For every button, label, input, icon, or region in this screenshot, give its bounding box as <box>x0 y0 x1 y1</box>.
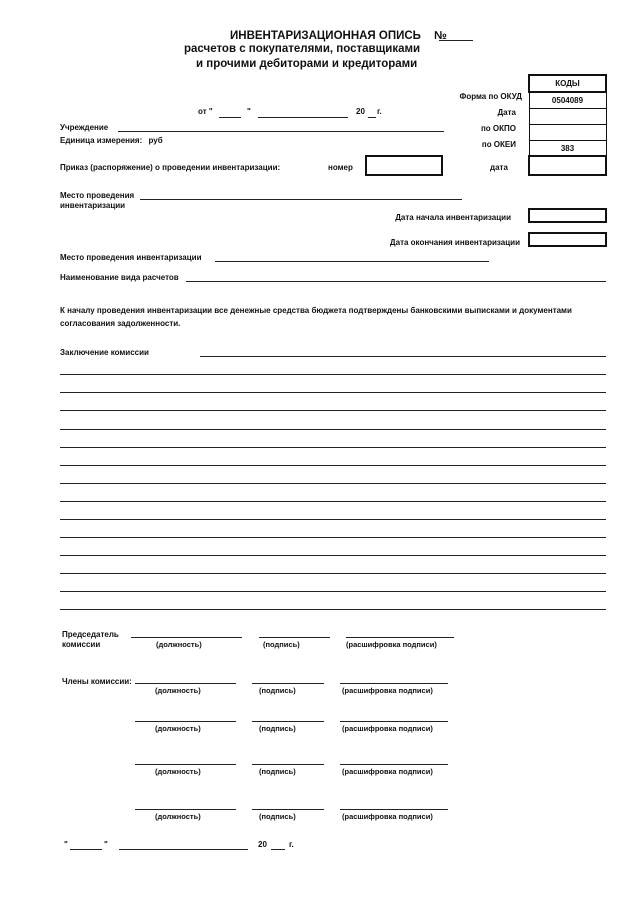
form-subtitle-1: расчетов с покупателями, поставщиками <box>184 43 421 55</box>
chairman-decoding-field[interactable] <box>346 637 454 638</box>
conclusion-line[interactable] <box>60 410 606 411</box>
member-position-caption: (должность) <box>155 724 201 733</box>
end-date-label: Дата окончания инвентаризации <box>389 238 520 247</box>
conclusion-line[interactable] <box>60 591 606 592</box>
institution-field[interactable] <box>118 131 444 132</box>
member-decoding-field[interactable] <box>340 809 448 810</box>
okei-code: 383 <box>529 141 606 157</box>
conclusion-line[interactable] <box>60 537 606 538</box>
order-date-field[interactable] <box>528 155 607 176</box>
member-decoding-field[interactable] <box>340 721 448 722</box>
conclusion-line[interactable] <box>60 573 606 574</box>
conclusion-line[interactable] <box>60 447 606 448</box>
conclusion-line[interactable] <box>60 374 606 375</box>
member-signature-field[interactable] <box>252 764 324 765</box>
chairman-position-caption: (должность) <box>156 640 202 649</box>
okpo-code[interactable] <box>529 125 606 141</box>
conclusion-line[interactable] <box>60 392 606 393</box>
date-month-field[interactable] <box>258 117 348 118</box>
codes-table <box>528 74 607 157</box>
chairman-decoding-caption: (расшифровка подписи) <box>346 640 437 649</box>
start-date-field[interactable] <box>528 208 607 223</box>
codes-header: КОДЫ <box>529 75 606 92</box>
number-sign: № <box>434 30 447 42</box>
settlement-type-field[interactable] <box>186 281 606 282</box>
order-label: Приказ (распоряжение) о проведении инвентаризации: <box>60 163 281 172</box>
member-decoding-field[interactable] <box>340 764 448 765</box>
member-position-caption: (должность) <box>155 686 201 695</box>
conclusion-line[interactable] <box>60 519 606 520</box>
member-position-caption: (должность) <box>155 767 201 776</box>
footer-day-field[interactable] <box>70 849 102 850</box>
footer-year-prefix: 20 <box>258 840 267 849</box>
year-suffix: г. <box>377 107 382 116</box>
institution-label: Учреждение <box>60 123 109 132</box>
conclusion-line[interactable] <box>60 555 606 556</box>
conclusion-label: Заключение комиссии <box>60 348 149 357</box>
order-date-label: дата <box>490 163 508 172</box>
member-decoding-field[interactable] <box>340 683 448 684</box>
form-title-text: ИНВЕНТАРИЗАЦИОННАЯ ОПИСЬ <box>230 30 421 42</box>
footer-quote-open: " <box>64 840 68 849</box>
unit-label: Единица измерения: <box>60 136 143 145</box>
member-position-field[interactable] <box>135 721 236 722</box>
okud-label: Форма по ОКУД <box>459 92 522 101</box>
member-position-field[interactable] <box>135 683 236 684</box>
order-number-label: номер <box>328 163 353 172</box>
chairman-signature-caption: (подпись) <box>263 640 300 649</box>
chairman-label-line2: комиссии <box>62 640 101 649</box>
okud-code: 0504089 <box>529 92 606 109</box>
chairman-label <box>62 630 119 650</box>
place-full-label: Место проведения инвентаризации <box>60 253 202 262</box>
conclusion-line[interactable] <box>60 483 606 484</box>
member-decoding-caption: (расшифровка подписи) <box>342 724 433 733</box>
place-full-field[interactable] <box>215 261 489 262</box>
member-decoding-caption: (расшифровка подписи) <box>342 767 433 776</box>
member-signature-caption: (подпись) <box>259 724 296 733</box>
quote-close: " <box>247 107 251 116</box>
member-position-caption: (должность) <box>155 812 201 821</box>
place-label-line2: инвентаризации <box>60 201 126 210</box>
okei-label: по ОКЕИ <box>481 140 516 149</box>
member-position-field[interactable] <box>135 764 236 765</box>
settlement-type-label: Наименование вида расчетов <box>60 273 179 282</box>
place-label <box>60 191 134 211</box>
chairman-position-field[interactable] <box>131 637 242 638</box>
place-label-line1: Место проведения <box>60 191 135 200</box>
form-number-field[interactable] <box>439 40 473 41</box>
date-label: Дата <box>497 108 516 117</box>
conclusion-line[interactable] <box>60 609 606 610</box>
form-title <box>230 30 447 42</box>
chairman-signature-field[interactable] <box>259 637 330 638</box>
footer-month-field[interactable] <box>119 849 248 850</box>
date-day-field[interactable] <box>219 117 241 118</box>
footer-quote-close: " <box>104 840 108 849</box>
date-code[interactable] <box>529 109 606 125</box>
member-signature-caption: (подпись) <box>259 767 296 776</box>
member-signature-caption: (подпись) <box>259 686 296 695</box>
from-label: от " <box>198 107 213 116</box>
unit-value: руб <box>148 136 163 145</box>
start-date-label: Дата начала инвентаризации <box>395 213 511 222</box>
statement-text: К началу проведения инвентаризации все денежные средства бюджета подтверждены банковскими выписками и документами согласования задолженности. <box>60 306 572 328</box>
conclusion-line[interactable] <box>60 465 606 466</box>
conclusion-line[interactable] <box>60 429 606 430</box>
members-label: Члены комиссии: <box>62 677 132 686</box>
form-subtitle-2: и прочими дебиторами и кредиторами <box>196 58 418 70</box>
year-prefix: 20 <box>356 107 365 116</box>
date-year-field[interactable] <box>368 117 376 118</box>
conclusion-field[interactable] <box>200 356 606 357</box>
member-position-field[interactable] <box>135 809 236 810</box>
order-number-field[interactable] <box>365 155 443 176</box>
member-decoding-caption: (расшифровка подписи) <box>342 686 433 695</box>
place-field[interactable] <box>140 199 462 200</box>
unit-row <box>60 136 163 145</box>
member-signature-field[interactable] <box>252 721 324 722</box>
okpo-label: по ОКПО <box>480 124 516 133</box>
footer-year-field[interactable] <box>271 849 285 850</box>
member-decoding-caption: (расшифровка подписи) <box>342 812 433 821</box>
member-signature-caption: (подпись) <box>259 812 296 821</box>
member-signature-field[interactable] <box>252 683 324 684</box>
chairman-label-line1: Председатель <box>62 630 119 639</box>
end-date-field[interactable] <box>528 232 607 247</box>
member-signature-field[interactable] <box>252 809 324 810</box>
conclusion-line[interactable] <box>60 501 606 502</box>
footer-year-suffix: г. <box>289 840 294 849</box>
